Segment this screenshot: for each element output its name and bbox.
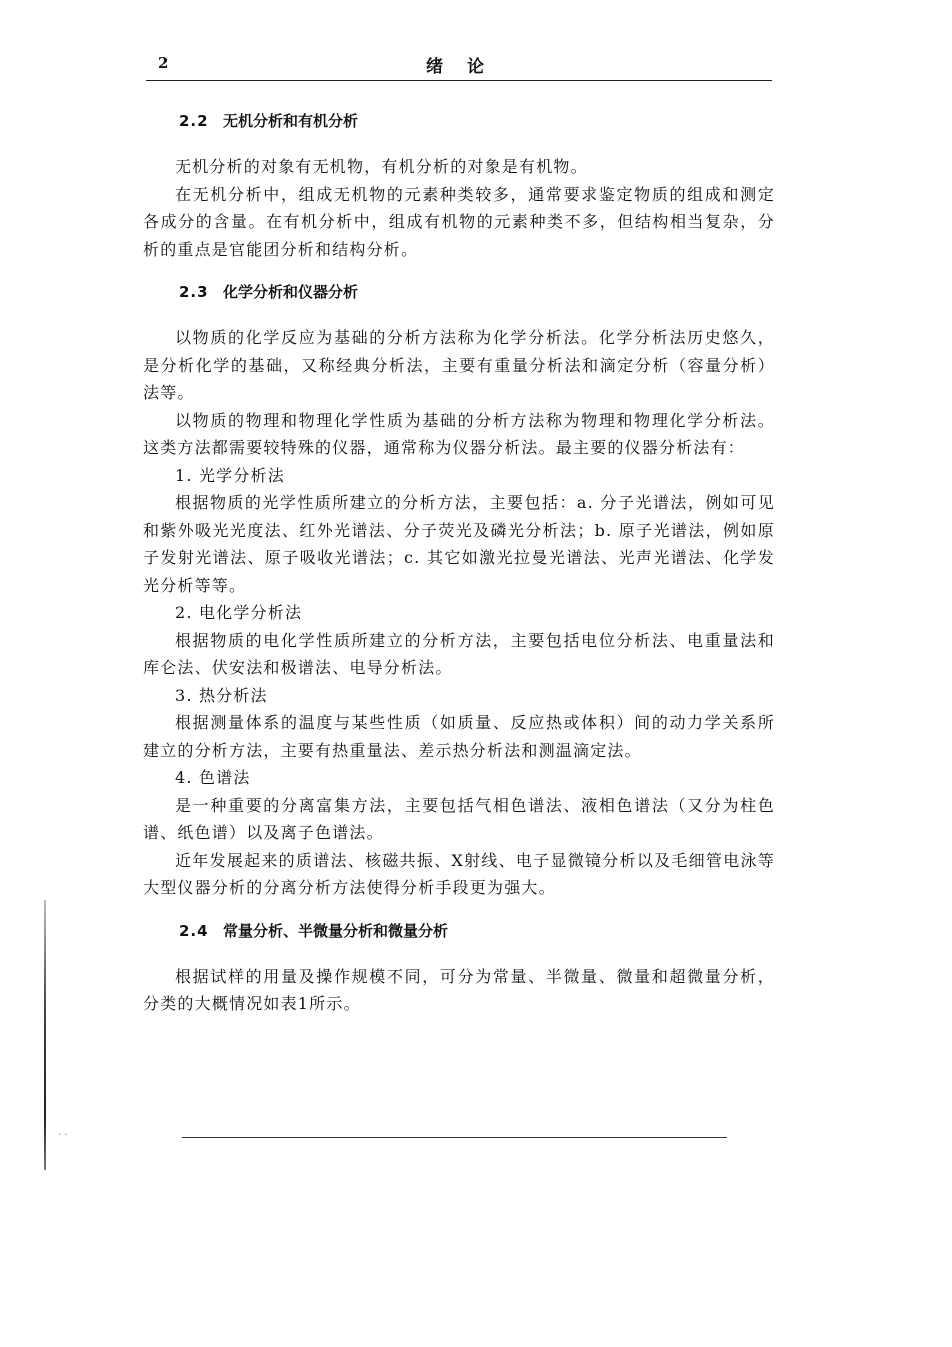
subsection-heading: 3. 热分析法 [175,685,268,705]
section-heading [143,279,775,306]
section-number: 2.4 [179,921,209,940]
section-heading [143,108,775,135]
scan-edge-shadow [44,900,46,1170]
section-number: 2.3 [179,283,209,301]
section-number: 2.2 [179,112,209,130]
page-body [143,108,775,1018]
page-header [146,50,772,78]
paragraph: 以物质的化学反应为基础的分析方法称为化学分析法。化学分析法历史悠久，是分析化学的基础，又称经典分析法，主要有重量分析法和滴定分析（容量分析）法等。 [143,328,775,402]
footnote-rule [182,1137,727,1138]
paragraph: 根据测量体系的温度与某些性质（如质量、反应热或体积）间的动力学关系所建立的分析方法，主要有热重量法、差示热分析法和测温滴定法。 [143,713,775,760]
paragraph: 根据物质的电化学性质所建立的分析方法，主要包括电位分析法、电重量法和库仑法、伏安法和极谱法、电导分析法。 [143,630,775,677]
paragraph: 近年发展起来的质谱法、核磁共振、X射线、电子显微镜分析以及毛细管电泳等大型仪器分析的分离分析方法使得分析手段更为强大。 [143,850,775,897]
subsection-heading: 2. 电化学分析法 [175,603,303,622]
paragraph: 根据物质的光学性质所建立的分析方法，主要包括：a. 分子光谱法，例如可见和紫外吸光光度法、红外光谱法、分子荧光及磷光分析法；b. 原子光谱法，例如原子发射光谱法、原子吸收光谱法；c. 其它如激光拉曼光谱法、光声光谱法、化学发光分析等等。 [143,493,775,595]
subsection-heading: 1. 光学分析法 [175,465,285,485]
section-heading [143,918,775,945]
paragraph: 是一种重要的分离富集方法，主要包括气相色谱法、液相色谱法（又分为柱色谱、纸色谱）以及离子色谱法。 [143,795,775,842]
section-title: 化学分析和仪器分析 [223,283,359,301]
paragraph: 以物质的物理和物理化学性质为基础的分析方法称为物理和物理化学分析法。这类方法都需要较特殊的仪器，通常称为仪器分析法。最主要的仪器分析法有： [143,410,775,457]
page-number: 2 [158,54,169,72]
header-rule [146,80,772,81]
section-title: 无机分析和有机分析 [223,112,359,130]
section-title: 常量分析、半微量分析和微量分析 [223,921,449,940]
scan-specks: ·· [58,1130,71,1141]
paragraph: 在无机分析中，组成无机物的元素种类较多，通常要求鉴定物质的组成和测定各成分的含量。在有机分析中，组成有机物的元素种类不多，但结构相当复杂，分析的重点是官能团分析和结构分析。 [143,184,775,259]
paragraph: 无机分析的对象有无机物，有机分析的对象是有机物。 [175,157,588,176]
paragraph: 根据试样的用量及操作规模不同，可分为常量、半微量、微量和超微量分析，分类的大概情况如表1所示。 [143,966,775,1013]
subsection-heading: 4. 色谱法 [175,768,251,787]
running-title: 绪论 [426,57,508,77]
